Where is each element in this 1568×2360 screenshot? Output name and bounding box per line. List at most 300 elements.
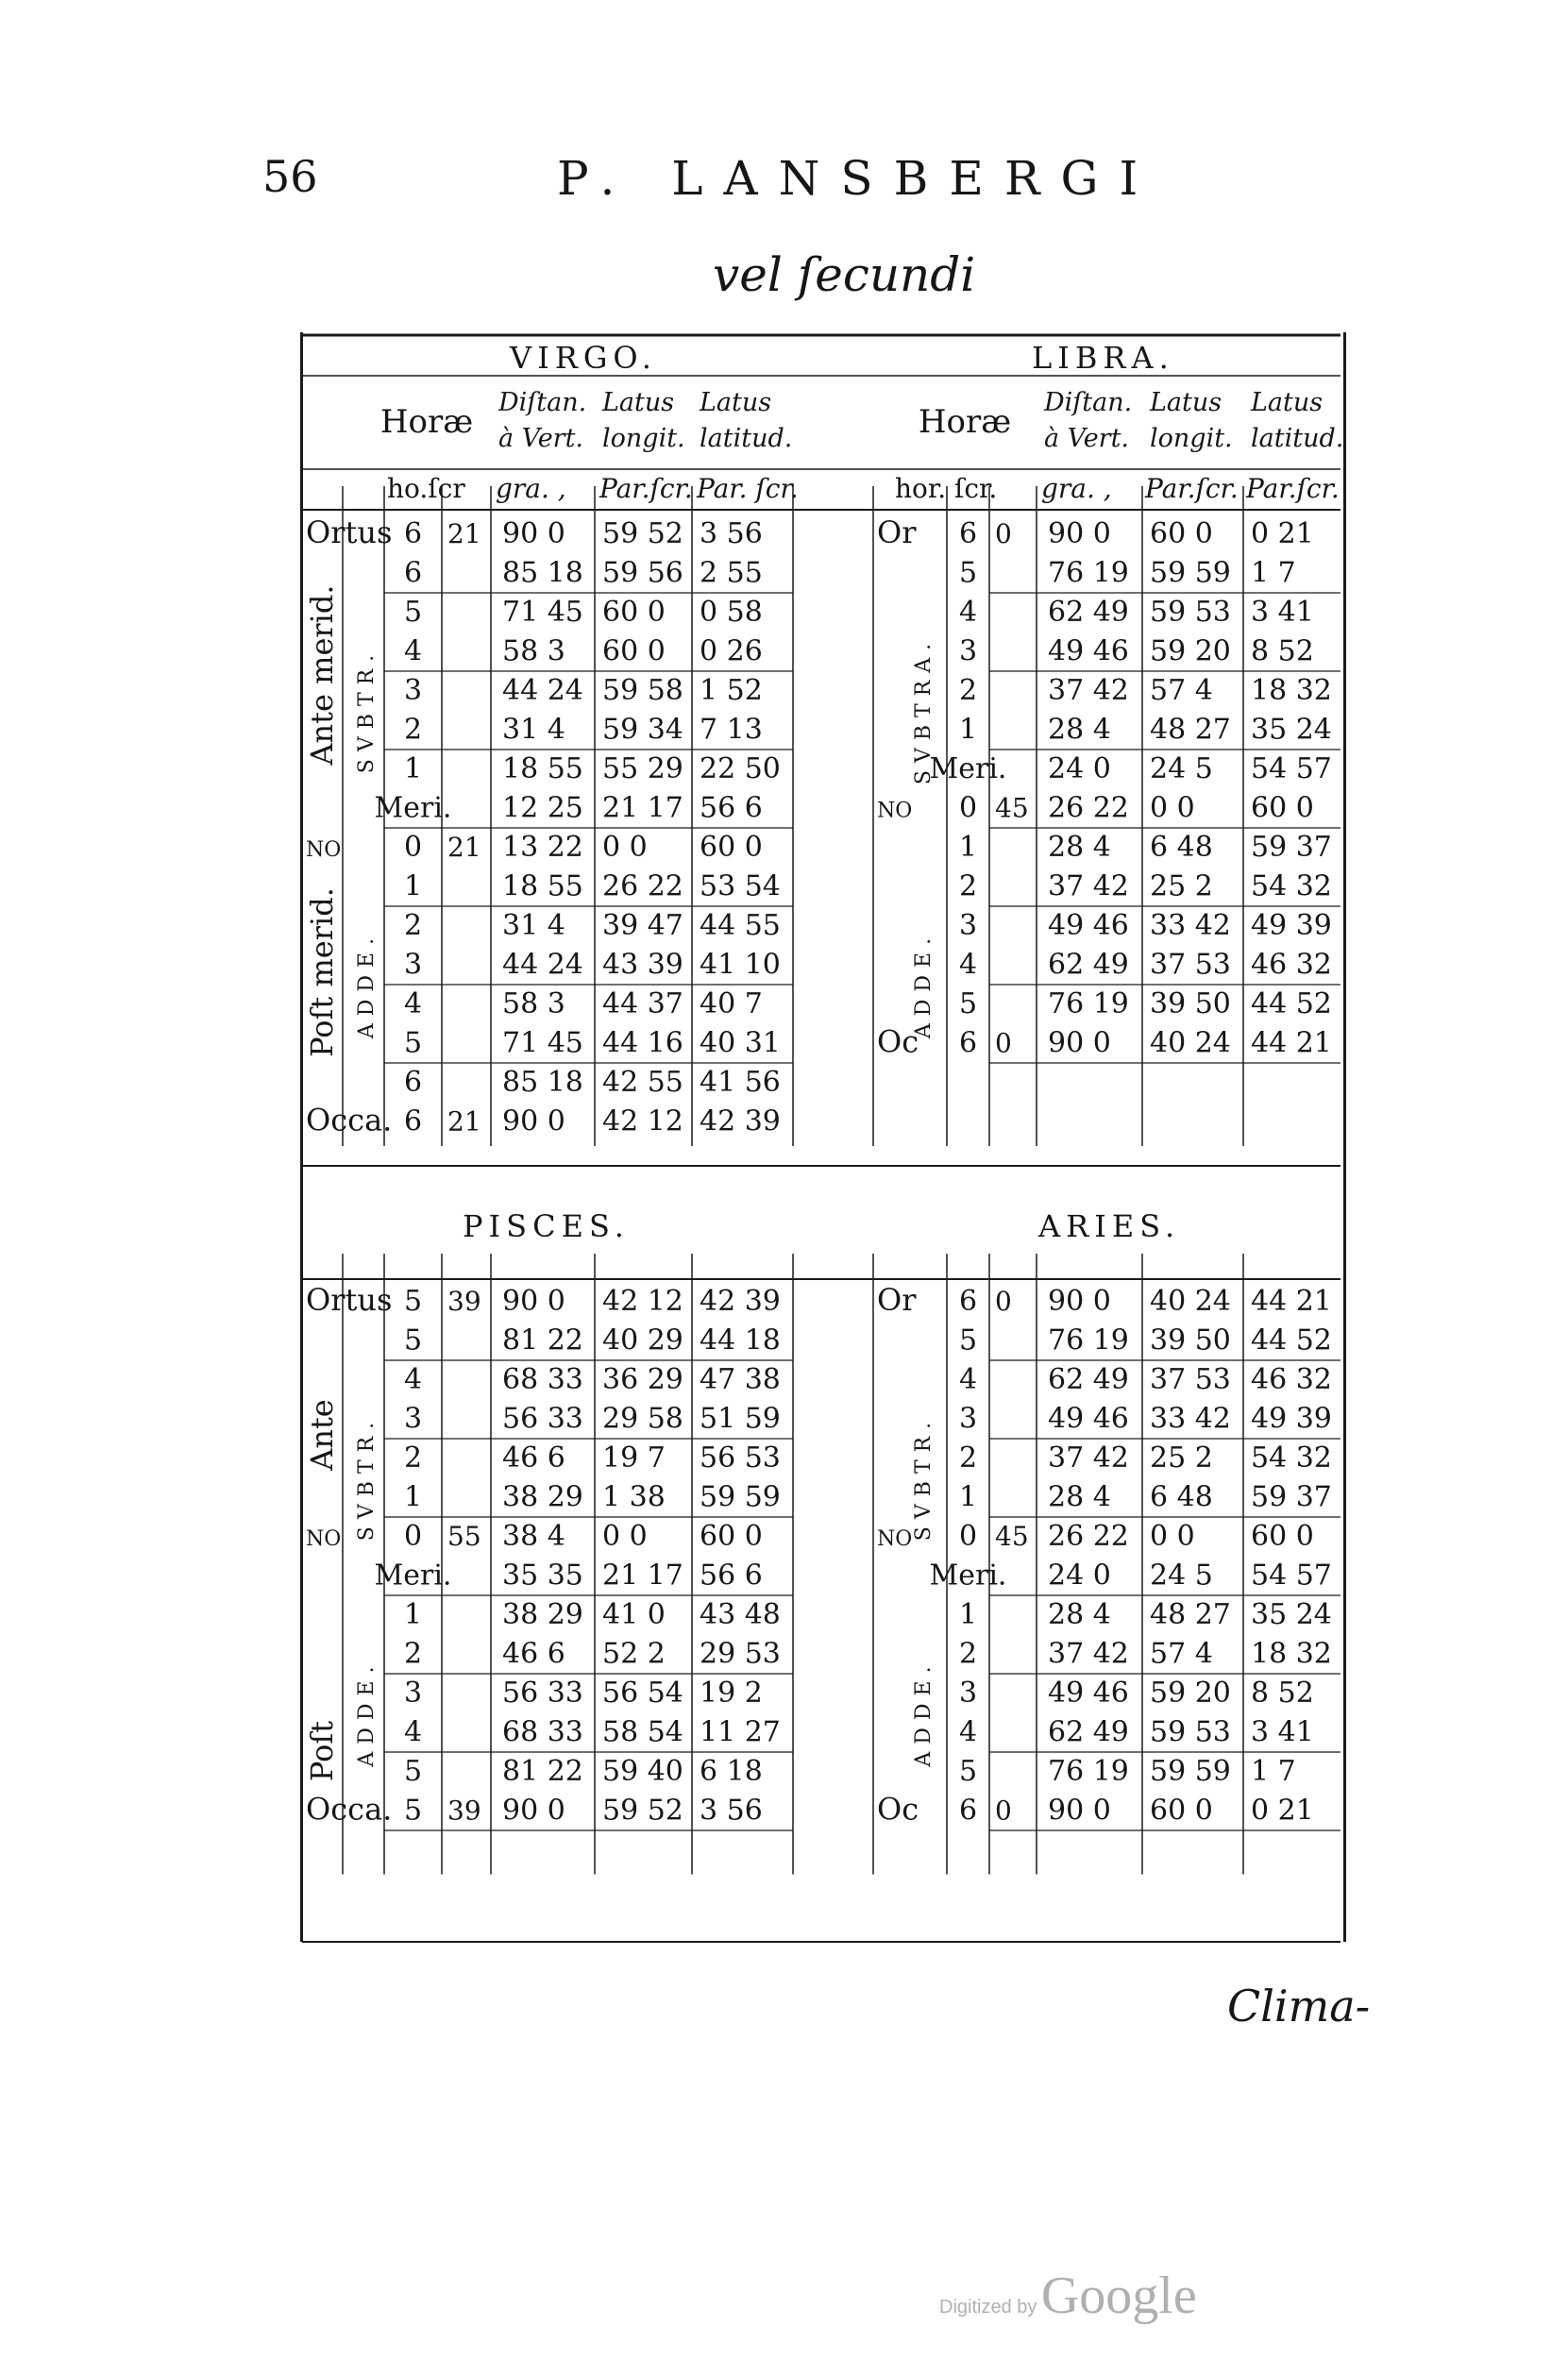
longit-cell: 0 0 [1150,1519,1195,1553]
distance-cell: 68 33 [502,1362,583,1396]
latitud-cell: 3 56 [700,1794,763,1828]
sign-title-pisces: PISCES. [463,1208,630,1244]
label-subtrahe: SVBTR. [912,1414,936,1542]
longit-cell: 42 55 [602,1065,683,1099]
distance-cell: 62 49 [1048,595,1129,629]
longit-cell: 59 56 [602,556,683,590]
latitud-cell: 22 50 [700,751,781,785]
catchword: Clima- [1227,1981,1371,2031]
latitud-cell: 44 52 [1251,1323,1332,1357]
col-header-distance: à Vert. [498,424,584,453]
label-subtrahe: SVBTR. [355,647,379,774]
hour-cell: 4 [403,634,423,668]
longit-cell: 21 17 [602,1559,683,1593]
hour-cell: 5 [403,1284,423,1318]
distance-cell: 46 6 [502,1441,565,1475]
distance-cell: 31 4 [502,908,565,942]
latitud-cell: 54 57 [1251,1559,1332,1593]
longit-cell: 59 52 [602,1794,683,1828]
col-header-distance: Diſtan. [1044,388,1133,417]
distance-cell: 46 6 [502,1637,565,1671]
longit-cell: 59 59 [1150,1754,1231,1788]
hour-cell: 3 [403,673,423,707]
subtitle: vel ſecundi [713,247,976,302]
latitud-cell: 60 0 [700,1519,763,1553]
longit-cell: 59 53 [1150,595,1231,629]
scruple-cell: 0 [995,1795,1012,1827]
latitud-cell: 54 32 [1251,1441,1332,1475]
label-ante: Ante [304,1399,340,1471]
distance-cell: 90 0 [502,1794,565,1828]
hour-cell: 5 [958,1754,978,1788]
distance-cell: 37 42 [1048,1637,1129,1671]
hour-cell: 3 [958,634,978,668]
page-number: 56 [262,151,318,202]
longit-cell: 59 20 [1150,634,1231,668]
row-label: Occa. [306,1791,393,1828]
hour-cell: 5 [403,1026,423,1060]
longit-cell: 40 29 [602,1323,683,1357]
label-subtrahe: SVBTRA. [912,635,936,785]
row-label: Occa. [306,1102,393,1138]
row-label: Oc [877,1791,919,1828]
latitud-cell: 43 48 [700,1597,781,1631]
latitud-cell: 60 0 [1251,1519,1314,1553]
hour-cell: 3 [403,948,423,982]
longit-cell: 59 53 [1150,1715,1231,1749]
hour-cell: 3 [958,908,978,942]
subheader-cell: Par.ſcr. [599,473,693,504]
scruple-cell: 21 [447,1105,481,1138]
longit-cell: 25 2 [1150,869,1213,903]
running-head: P. LANSBERGI [557,151,1159,206]
distance-cell: 68 33 [502,1715,583,1749]
distance-cell: 56 33 [502,1402,583,1436]
hour-cell: 2 [403,1441,423,1475]
hour-cell: 4 [403,986,423,1020]
distance-cell: 18 55 [502,869,583,903]
longit-cell: 0 0 [602,1519,648,1553]
distance-cell: 44 24 [502,948,583,982]
latitud-cell: 0 21 [1251,516,1314,550]
longit-cell: 0 0 [1150,791,1195,825]
hour-cell: 0 [403,830,423,864]
latitud-cell: 54 32 [1251,869,1332,903]
subheader-cell: Par. ſcr. [697,473,799,504]
hour-cell: 4 [958,1715,978,1749]
longit-cell: 44 37 [602,986,683,1020]
longit-cell: 59 20 [1150,1676,1231,1710]
distance-cell: 90 0 [502,516,565,550]
longit-cell: 60 0 [1150,516,1213,550]
longit-cell: 37 53 [1150,948,1231,982]
latitud-cell: 56 6 [700,791,763,825]
longit-cell: 55 29 [602,751,683,785]
longit-cell: 59 34 [602,713,683,747]
distance-cell: 58 3 [502,986,565,1020]
distance-cell: 56 33 [502,1676,583,1710]
latitud-cell: 8 52 [1251,1676,1314,1710]
longit-cell: 37 53 [1150,1362,1231,1396]
longit-cell: 24 5 [1150,751,1213,785]
hour-cell: Meri. [929,1559,1007,1593]
longit-cell: 43 39 [602,948,683,982]
col-header-distance: à Vert. [1044,424,1130,453]
longit-cell: 41 0 [602,1597,666,1631]
hour-cell: 6 [958,1026,978,1060]
distance-cell: 76 19 [1048,556,1129,590]
latitud-cell: 44 21 [1251,1026,1332,1060]
sign-title-libra: LIBRA. [1032,340,1174,376]
latitud-cell: 60 0 [700,830,763,864]
longit-cell: 57 4 [1150,1637,1213,1671]
distance-cell: 37 42 [1048,869,1129,903]
hour-cell: Meri. [374,1559,452,1593]
distance-cell: 81 22 [502,1754,583,1788]
distance-cell: 90 0 [1048,1794,1111,1828]
longit-cell: 24 5 [1150,1559,1213,1593]
label-adde: ADDE. [355,1659,379,1767]
hour-cell: 4 [958,948,978,982]
distance-cell: 62 49 [1048,948,1129,982]
longit-cell: 39 50 [1150,1323,1231,1357]
distance-cell: 76 19 [1048,986,1129,1020]
distance-cell: 81 22 [502,1323,583,1357]
hour-cell: 5 [403,595,423,629]
subheader-cell: gra. , [1041,473,1112,504]
longit-cell: 29 58 [602,1402,683,1436]
longit-cell: 40 24 [1150,1026,1231,1060]
distance-cell: 90 0 [1048,1026,1111,1060]
longit-cell: 58 54 [602,1715,683,1749]
distance-cell: 28 4 [1048,713,1111,747]
hour-cell: 6 [958,1284,978,1318]
hour-cell: 2 [958,1637,978,1671]
latitud-cell: 41 56 [700,1065,781,1099]
hour-cell: Meri. [929,751,1007,785]
distance-cell: 37 42 [1048,1441,1129,1475]
hour-cell: 5 [403,1754,423,1788]
hour-cell: 5 [403,1323,423,1357]
latitud-cell: 1 7 [1251,1754,1296,1788]
longit-cell: 42 12 [602,1284,683,1318]
scruple-cell: 0 [995,517,1012,549]
scruple-cell: 21 [447,831,481,863]
subheader-cell: gra. , [496,473,566,504]
scruple-cell: 21 [447,517,481,549]
longit-cell: 33 42 [1150,1402,1231,1436]
longit-cell: 60 0 [602,595,666,629]
hour-cell: 5 [958,1323,978,1357]
hour-cell: 5 [958,556,978,590]
distance-cell: 71 45 [502,595,583,629]
hour-cell: 1 [403,751,423,785]
latitud-cell: 42 39 [700,1104,781,1138]
longit-cell: 59 40 [602,1754,683,1788]
hour-cell: 1 [958,713,978,747]
distance-cell: 85 18 [502,556,583,590]
latitud-cell: 44 55 [700,908,781,942]
latitud-cell: 51 59 [700,1402,781,1436]
scruple-cell: 39 [447,1285,481,1317]
col-header-horae: Horæ [379,403,474,441]
latitud-cell: 40 31 [700,1026,781,1060]
subheader-cell: Par.ſcr. [1246,473,1340,504]
hour-cell: 1 [403,1480,423,1514]
latitud-cell: 0 58 [700,595,763,629]
distance-cell: 58 3 [502,634,565,668]
sign-title-virgo: VIRGO. [510,340,657,376]
col-header-latus-longit: longit. [602,424,685,453]
distance-cell: 85 18 [502,1065,583,1099]
hour-cell: 2 [958,869,978,903]
col-header-latus-latitud: Latus [700,388,772,417]
latitud-cell: 2 55 [700,556,763,590]
longit-cell: 48 27 [1150,1597,1231,1631]
hour-cell: 1 [403,1597,423,1631]
latitud-cell: 8 52 [1251,634,1314,668]
distance-cell: 71 45 [502,1026,583,1060]
latitud-cell: 35 24 [1251,1597,1332,1631]
hour-cell: 4 [958,595,978,629]
google-logo: Google [1040,2267,1197,2325]
longit-cell: 52 2 [602,1637,666,1671]
hour-cell: 6 [403,556,423,590]
longit-cell: 39 47 [602,908,683,942]
col-header-distance: Diſtan. [498,388,587,417]
hour-cell: 6 [958,516,978,550]
distance-cell: 26 22 [1048,791,1129,825]
latitud-cell: 35 24 [1251,713,1332,747]
distance-cell: 90 0 [1048,1284,1111,1318]
hour-cell: 2 [403,713,423,747]
longit-cell: 39 50 [1150,986,1231,1020]
row-label: Oc [877,1023,919,1060]
hour-cell: 6 [403,1104,423,1138]
latitud-cell: 11 27 [700,1715,781,1749]
latitud-cell: 42 39 [700,1284,781,1318]
hour-cell: 3 [403,1402,423,1436]
row-label: Or [877,514,917,550]
row-label: NO [306,1526,342,1551]
longit-cell: 59 58 [602,673,683,707]
latitud-cell: 44 21 [1251,1284,1332,1318]
subheader-cell: ho.ſcr [387,473,465,504]
digitized-stamp [939,2266,1197,2326]
longit-cell: 56 54 [602,1676,683,1710]
longit-cell: 0 0 [602,830,648,864]
label-ante: Ante merid. [304,584,340,766]
longit-cell: 33 42 [1150,908,1231,942]
distance-cell: 28 4 [1048,1480,1111,1514]
hour-cell: 4 [403,1715,423,1749]
latitud-cell: 59 37 [1251,830,1332,864]
subheader-cell: hor. ſcr. [895,473,998,504]
longit-cell: 60 0 [1150,1794,1213,1828]
distance-cell: 38 4 [502,1519,565,1553]
longit-cell: 1 38 [602,1480,666,1514]
distance-cell: 38 29 [502,1480,583,1514]
hour-cell: 2 [958,1441,978,1475]
longit-cell: 57 4 [1150,673,1213,707]
label-adde: ADDE. [355,930,379,1039]
label-subtrahe: SVBTR. [355,1414,379,1542]
latitud-cell: 46 32 [1251,1362,1332,1396]
hour-cell: 4 [403,1362,423,1396]
latitud-cell: 1 52 [700,673,763,707]
col-header-latus-longit: Latus [1150,388,1222,417]
distance-cell: 90 0 [1048,516,1111,550]
longit-cell: 59 52 [602,516,683,550]
latitud-cell: 3 56 [700,516,763,550]
distance-cell: 49 46 [1048,1402,1129,1436]
col-header-latus-latitud: latitud. [700,424,793,453]
hour-cell: 1 [958,1597,978,1631]
scruple-cell: 0 [995,1027,1012,1059]
latitud-cell: 1 7 [1251,556,1296,590]
distance-cell: 44 24 [502,673,583,707]
longit-cell: 21 17 [602,791,683,825]
distance-cell: 62 49 [1048,1362,1129,1396]
distance-cell: 90 0 [502,1284,565,1318]
hour-cell: 0 [403,1519,423,1553]
hour-cell: 1 [958,1480,978,1514]
distance-cell: 90 0 [502,1104,565,1138]
distance-cell: 28 4 [1048,1597,1111,1631]
scruple-cell: 55 [447,1520,481,1552]
latitud-cell: 46 32 [1251,948,1332,982]
latitud-cell: 47 38 [700,1362,781,1396]
hour-cell: 1 [403,869,423,903]
longit-cell: 19 7 [602,1441,666,1475]
longit-cell: 6 48 [1150,1480,1213,1514]
row-label: Ortus [306,514,393,550]
distance-cell: 38 29 [502,1597,583,1631]
distance-cell: 76 19 [1048,1323,1129,1357]
hour-cell: 3 [958,1676,978,1710]
longit-cell: 36 29 [602,1362,683,1396]
label-post: Poſt [304,1720,340,1782]
label-adde: ADDE. [912,930,936,1039]
latitud-cell: 44 52 [1251,986,1332,1020]
longit-cell: 26 22 [602,869,683,903]
distance-cell: 37 42 [1048,673,1129,707]
hour-cell: 0 [958,791,978,825]
latitud-cell: 44 18 [700,1323,781,1357]
longit-cell: 40 24 [1150,1284,1231,1318]
latitud-cell: 59 59 [700,1480,781,1514]
longit-cell: 44 16 [602,1026,683,1060]
label-post: Poſt merid. [304,887,340,1057]
hour-cell: 3 [958,1402,978,1436]
latitud-cell: 6 18 [700,1754,763,1788]
latitud-cell: 59 37 [1251,1480,1332,1514]
latitud-cell: 60 0 [1251,791,1314,825]
hour-cell: 5 [958,986,978,1020]
row-label: Or [877,1281,917,1318]
hour-cell: 6 [403,516,423,550]
latitud-cell: 0 26 [700,634,763,668]
distance-cell: 76 19 [1048,1754,1129,1788]
latitud-cell: 53 54 [700,869,781,903]
latitud-cell: 3 41 [1251,595,1314,629]
distance-cell: 62 49 [1048,1715,1129,1749]
longit-cell: 59 59 [1150,556,1231,590]
hour-cell: 1 [958,830,978,864]
col-header-latus-latitud: latitud. [1251,424,1344,453]
row-label: NO [306,837,342,862]
col-header-horae: Horæ [918,403,1012,441]
latitud-cell: 18 32 [1251,1637,1332,1671]
latitud-cell: 54 57 [1251,751,1332,785]
distance-cell: 35 35 [502,1559,583,1593]
hour-cell: 2 [403,908,423,942]
col-header-latus-longit: longit. [1150,424,1233,453]
hour-cell: Meri. [374,791,452,825]
latitud-cell: 29 53 [700,1637,781,1671]
row-label: Ortus [306,1281,393,1318]
label-adde: ADDE. [912,1659,936,1767]
latitud-cell: 56 6 [700,1559,763,1593]
hour-cell: 3 [403,1676,423,1710]
longit-cell: 6 48 [1150,830,1213,864]
longit-cell: 25 2 [1150,1441,1213,1475]
scruple-cell: 0 [995,1285,1012,1317]
distance-cell: 12 25 [502,791,583,825]
latitud-cell: 49 39 [1251,908,1332,942]
longit-cell: 48 27 [1150,713,1231,747]
row-label: NO [877,1526,913,1551]
distance-cell: 49 46 [1048,908,1129,942]
hour-cell: 2 [958,673,978,707]
latitud-cell: 41 10 [700,948,781,982]
longit-cell: 60 0 [602,634,666,668]
sign-title-aries: ARIES. [1038,1208,1181,1244]
col-header-latus-latitud: Latus [1251,388,1324,417]
latitud-cell: 7 13 [700,713,763,747]
distance-cell: 26 22 [1048,1519,1129,1553]
scruple-cell: 45 [995,792,1029,824]
distance-cell: 49 46 [1048,1676,1129,1710]
scruple-cell: 45 [995,1520,1029,1552]
distance-cell: 13 22 [502,830,583,864]
digitized-label: Digitized by [939,2297,1037,2318]
distance-cell: 31 4 [502,713,565,747]
row-label: NO [877,799,913,823]
latitud-cell: 40 7 [700,986,763,1020]
longit-cell: 42 12 [602,1104,683,1138]
distance-cell: 24 0 [1048,751,1111,785]
hour-cell: 5 [403,1794,423,1828]
hour-cell: 6 [403,1065,423,1099]
distance-cell: 49 46 [1048,634,1129,668]
hour-cell: 2 [403,1637,423,1671]
distance-cell: 18 55 [502,751,583,785]
hour-cell: 6 [958,1794,978,1828]
col-header-latus-longit: Latus [602,388,675,417]
hour-cell: 4 [958,1362,978,1396]
latitud-cell: 18 32 [1251,673,1332,707]
latitud-cell: 19 2 [700,1676,763,1710]
latitud-cell: 0 21 [1251,1794,1314,1828]
hour-cell: 0 [958,1519,978,1553]
distance-cell: 24 0 [1048,1559,1111,1593]
scruple-cell: 39 [447,1795,481,1827]
latitud-cell: 49 39 [1251,1402,1332,1436]
distance-cell: 28 4 [1048,830,1111,864]
latitud-cell: 56 53 [700,1441,781,1475]
subheader-cell: Par.ſcr. [1145,473,1239,504]
